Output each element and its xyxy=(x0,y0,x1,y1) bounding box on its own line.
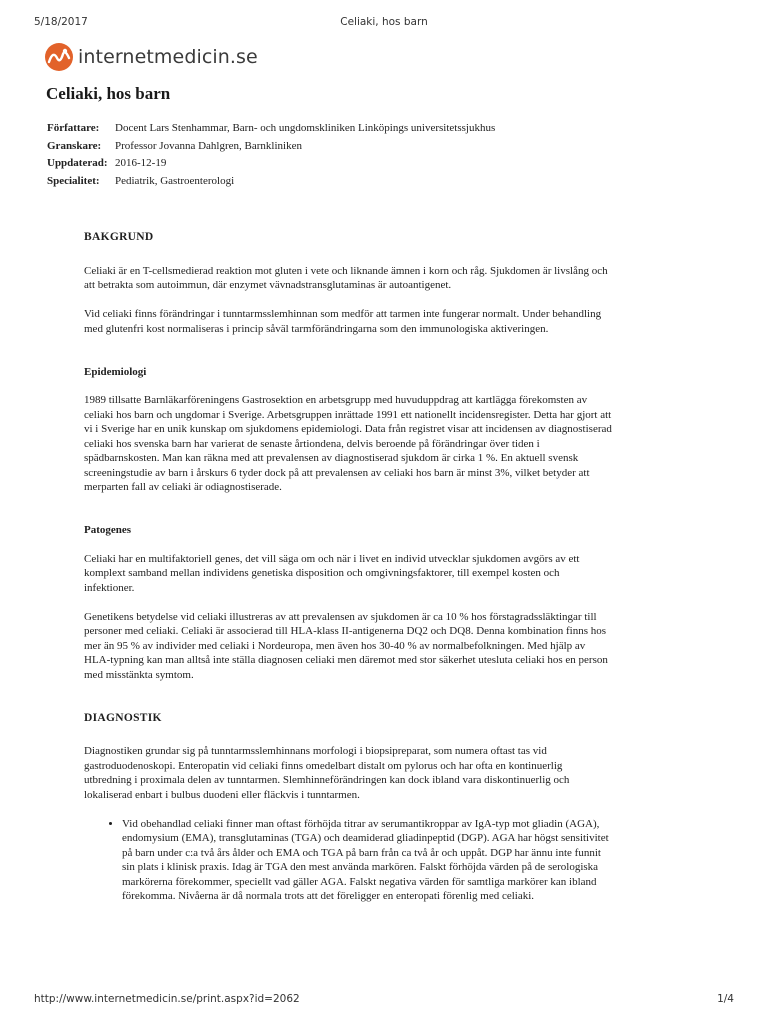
article-meta xyxy=(47,120,495,190)
print-header xyxy=(34,16,734,30)
section-heading-bakgrund: BAKGRUND xyxy=(84,231,154,243)
print-footer xyxy=(34,993,734,1007)
page-number: 1/4 xyxy=(717,993,734,1005)
paragraph: Vid celiaki finns förändringar i tunntarmsslemhinnan som medför att tarmen inte fungerar normalt. Under behandling med glutenfri kost normaliseras i princip såväl tarmförändringarna som den immunologiska aktiveringen. xyxy=(84,308,602,335)
meta-row-specialty xyxy=(47,173,495,191)
section-heading-diagnostik: DIAGNOSTIK xyxy=(84,711,162,724)
meta-value: Docent Lars Stenhammar, Barn- och ungdomskliniken Linköpings universitetssjukhus xyxy=(115,122,496,134)
meta-label: Specialitet: xyxy=(47,174,100,187)
meta-label: Författare: xyxy=(47,122,100,134)
list-item: • Vid obehandlad celiaki finner man oftast förhöjda titrar av serumantikroppar av IgA-typ mot gliadin (AGA), endomysium (EMA), transglutaminas (TGA) och deamiderad gliadinpeptid (DGP). AGA har högst sensitivitet på barn under c:a två års ålder och EMA och TGA på barn från ca två år och uppåt. DGP har ännu inte funnit sin plats i klinisk praxis. Idag är TGA den mest använda markören. Falskt förhöjda värden på de serologiska markörerna förekommer, speciellt vad gäller AGA. Falskt negativa värden för samtliga markörer kan ibland förekomma. Nivåerna är då normala trots att det föreligger en enteropati förenlig med celiaki. xyxy=(122,817,612,904)
meta-value: Professor Jovanna Dahlgren, Barnkliniken xyxy=(115,139,302,152)
bullet-list xyxy=(84,817,612,904)
meta-row-reviewer xyxy=(47,138,495,156)
print-url[interactable]: http://www.internetmedicin.se/print.aspx?id=2062 xyxy=(34,993,300,1005)
meta-row-updated xyxy=(47,155,495,173)
paragraph: Genetikens betydelse vid celiaki illustreras av att prevalensen av sjukdomen är ca 10 % hos förstagradssläktingar till personer med celiaki. Celiaki är associerad till HLA-klass II-antigenerna DQ2 och DQ8. Denna kombination finns hos mer än 95 % av individer med celiaki i Nordeuropa, men även hos 30-40 % av normalbefolkningen. Med hjälp av HLA-typning kan man alltså inte ställa diagnosen celiaki men däremot med stor säkerhet utesluta celiaki hos en person med misstänkta symtom. xyxy=(84,610,608,681)
paragraph: Celiaki har en multifaktoriell genes, det vill säga om och när i livet en individ utvecklar sjukdomen avgörs av ett komplext samband mellan individens genetiska disposition och omgivningsfaktorer, till exempel kosten och infektioner. xyxy=(84,552,580,594)
meta-value: 2016-12-19 xyxy=(115,157,167,169)
paragraph: Celiaki är en T-cellsmedierad reaktion mot gluten i vete och liknande ämnen i korn och råg. Sjukdomen är livslång och att betrakta som autoimmun, där enzymet vävnadstransglutaminas är autoantigenet. xyxy=(84,264,608,291)
meta-label: Granskare: xyxy=(47,139,102,152)
internetmedicin-logo-icon xyxy=(44,42,74,72)
logo-text: internetmedicin.se xyxy=(78,46,258,68)
paragraph: Diagnostiken grundar sig på tunntarmsslemhinnans morfologi i biopsipreparat, som numera oftast tas vid gastroduodenoskopi. Enteropatin vid celiaki finns omedelbart distalt om pylorus och har ofta en kontinuerlig utbredning i proximala delen av tunntarmen. Slemhinneförändringen kan dock ibland vara diskontinuerlig och lokaliserad enbart i bulbus duodeni eller fläckvis i tunntarmen. xyxy=(84,745,570,801)
article-body xyxy=(84,230,612,904)
print-date: 5/18/2017 xyxy=(34,16,88,28)
section-heading-epidemiologi: Epidemiologi xyxy=(84,365,147,378)
print-page-title: Celiaki, hos barn xyxy=(340,16,428,28)
meta-label: Uppdaterad: xyxy=(47,157,108,169)
page-title: Celiaki, hos barn xyxy=(46,84,171,103)
paragraph: 1989 tillsatte Barnläkarföreningens Gastrosektion en arbetsgrupp med huvuduppdrag att kartlägga förekomsten av celiaki hos barn och ungdomar i Sverige. Arbetsgruppen inrättade 1991 ett nationellt incidensregister. Detta har gjort att vi i Sverige har en unik kunskap om sjukdomens epidemiologi. Data från registret visar att incidensen av diagnostiserad celiaki hos svenska barn har varierat de senaste årtiondena, delvis beroende på förändringar över tiden i spädbarnskosten. Man kan räkna med att prevalensen av diagnostiserad sjukdom är cirka 1 %. En aktuell svensk screeningstudie av barn i årskurs 6 tyder dock på att prevalensen av celiaki hos barn är minst 3%, vilket betyder att merparten fall av celiaki är odiagnostiserade. xyxy=(84,394,612,493)
site-logo[interactable] xyxy=(44,42,258,72)
meta-row-author xyxy=(47,120,495,138)
section-heading-patogenes: Patogenes xyxy=(84,524,132,536)
meta-value: Pediatrik, Gastroenterologi xyxy=(115,174,235,187)
